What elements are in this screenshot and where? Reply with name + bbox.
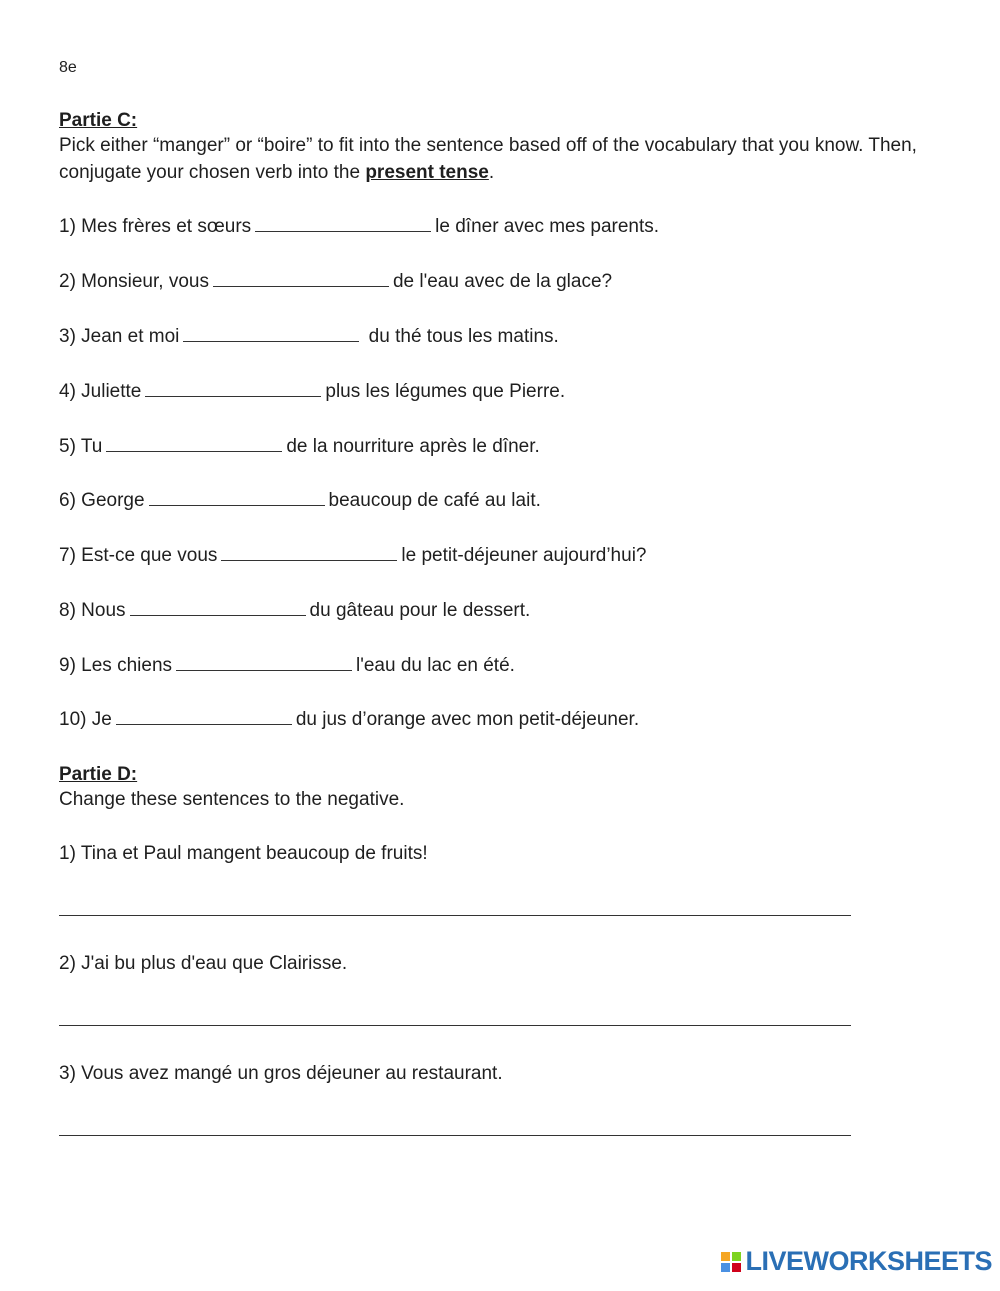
sentence-start: 1) Mes frères et sœurs <box>59 216 252 237</box>
sentence-start: 2) Monsieur, vous <box>59 271 209 292</box>
present-tense-emphasis: present tense <box>365 162 489 183</box>
liveworksheets-logo <box>721 1246 992 1277</box>
sentence-end: du gâteau pour le dessert. <box>309 600 531 621</box>
sentence-start: 9) Les chiens <box>59 655 173 676</box>
exercise-c-6 <box>59 490 541 512</box>
answer-blank-3[interactable] <box>183 327 359 342</box>
sentence-start: 3) Jean et moi <box>59 326 180 347</box>
partie-d-instructions: Change these sentences to the negative. <box>59 789 405 810</box>
answer-blank-2[interactable] <box>213 272 389 287</box>
answer-blank-6[interactable] <box>149 491 325 506</box>
answer-line-2[interactable] <box>59 1025 851 1026</box>
exercise-d-2: 2) J'ai bu plus d'eau que Clairisse. <box>59 953 348 974</box>
answer-line-1[interactable] <box>59 915 851 916</box>
exercise-c-9 <box>59 655 515 677</box>
sentence-start: 8) Nous <box>59 600 126 621</box>
answer-blank-4[interactable] <box>145 382 321 397</box>
exercise-c-4 <box>59 381 565 403</box>
answer-blank-1[interactable] <box>255 217 431 232</box>
sentence-end: le petit-déjeuner aujourd’hui? <box>401 545 647 566</box>
instructions-end: . <box>488 162 495 183</box>
answer-blank-10[interactable] <box>116 710 292 725</box>
partie-c-instructions <box>59 132 929 186</box>
logo-text: LIVEWORKSHEETS <box>745 1246 992 1276</box>
exercise-d-3: 3) Vous avez mangé un gros déjeuner au restaurant. <box>59 1063 503 1084</box>
exercise-c-7 <box>59 545 646 567</box>
sentence-end: beaucoup de café au lait. <box>328 490 541 511</box>
sentence-end: l'eau du lac en été. <box>356 655 515 676</box>
sentence-start: 5) Tu <box>59 436 103 457</box>
answer-blank-8[interactable] <box>130 601 306 616</box>
sentence-end: du jus d’orange avec mon petit-déjeuner. <box>295 709 640 730</box>
exercise-c-8 <box>59 600 530 622</box>
exercise-d-1: 1) Tina et Paul mangent beaucoup de fruits! <box>59 843 428 864</box>
exercise-c-10 <box>59 709 639 731</box>
answer-line-3[interactable] <box>59 1135 851 1136</box>
sentence-end: le dîner avec mes parents. <box>435 216 660 237</box>
sentence-start: 10) Je <box>59 709 112 730</box>
partie-c-heading: Partie C: <box>59 110 138 131</box>
answer-blank-7[interactable] <box>221 546 397 561</box>
exercise-c-3 <box>59 326 559 348</box>
exercise-c-5 <box>59 436 540 458</box>
sentence-end: plus les légumes que Pierre. <box>325 381 566 402</box>
instructions-text: Pick either “manger” or “boire” to fit into the sentence based off of the vocabulary that you know. Then, conjugate your chosen verb into the <box>59 135 917 183</box>
exercise-c-1 <box>59 216 659 238</box>
sentence-start: 7) Est-ce que vous <box>59 545 218 566</box>
answer-blank-9[interactable] <box>176 656 352 671</box>
answer-blank-5[interactable] <box>106 437 282 452</box>
partie-d-heading: Partie D: <box>59 764 138 785</box>
grade-label: 8e <box>59 59 77 76</box>
exercise-c-2 <box>59 271 612 293</box>
sentence-end: de l'eau avec de la glace? <box>392 271 613 292</box>
sentence-end: de la nourriture après le dîner. <box>286 436 540 457</box>
sentence-start: 4) Juliette <box>59 381 142 402</box>
logo-blocks-icon <box>721 1252 741 1272</box>
sentence-end: du thé tous les matins. <box>363 326 559 347</box>
sentence-start: 6) George <box>59 490 145 511</box>
